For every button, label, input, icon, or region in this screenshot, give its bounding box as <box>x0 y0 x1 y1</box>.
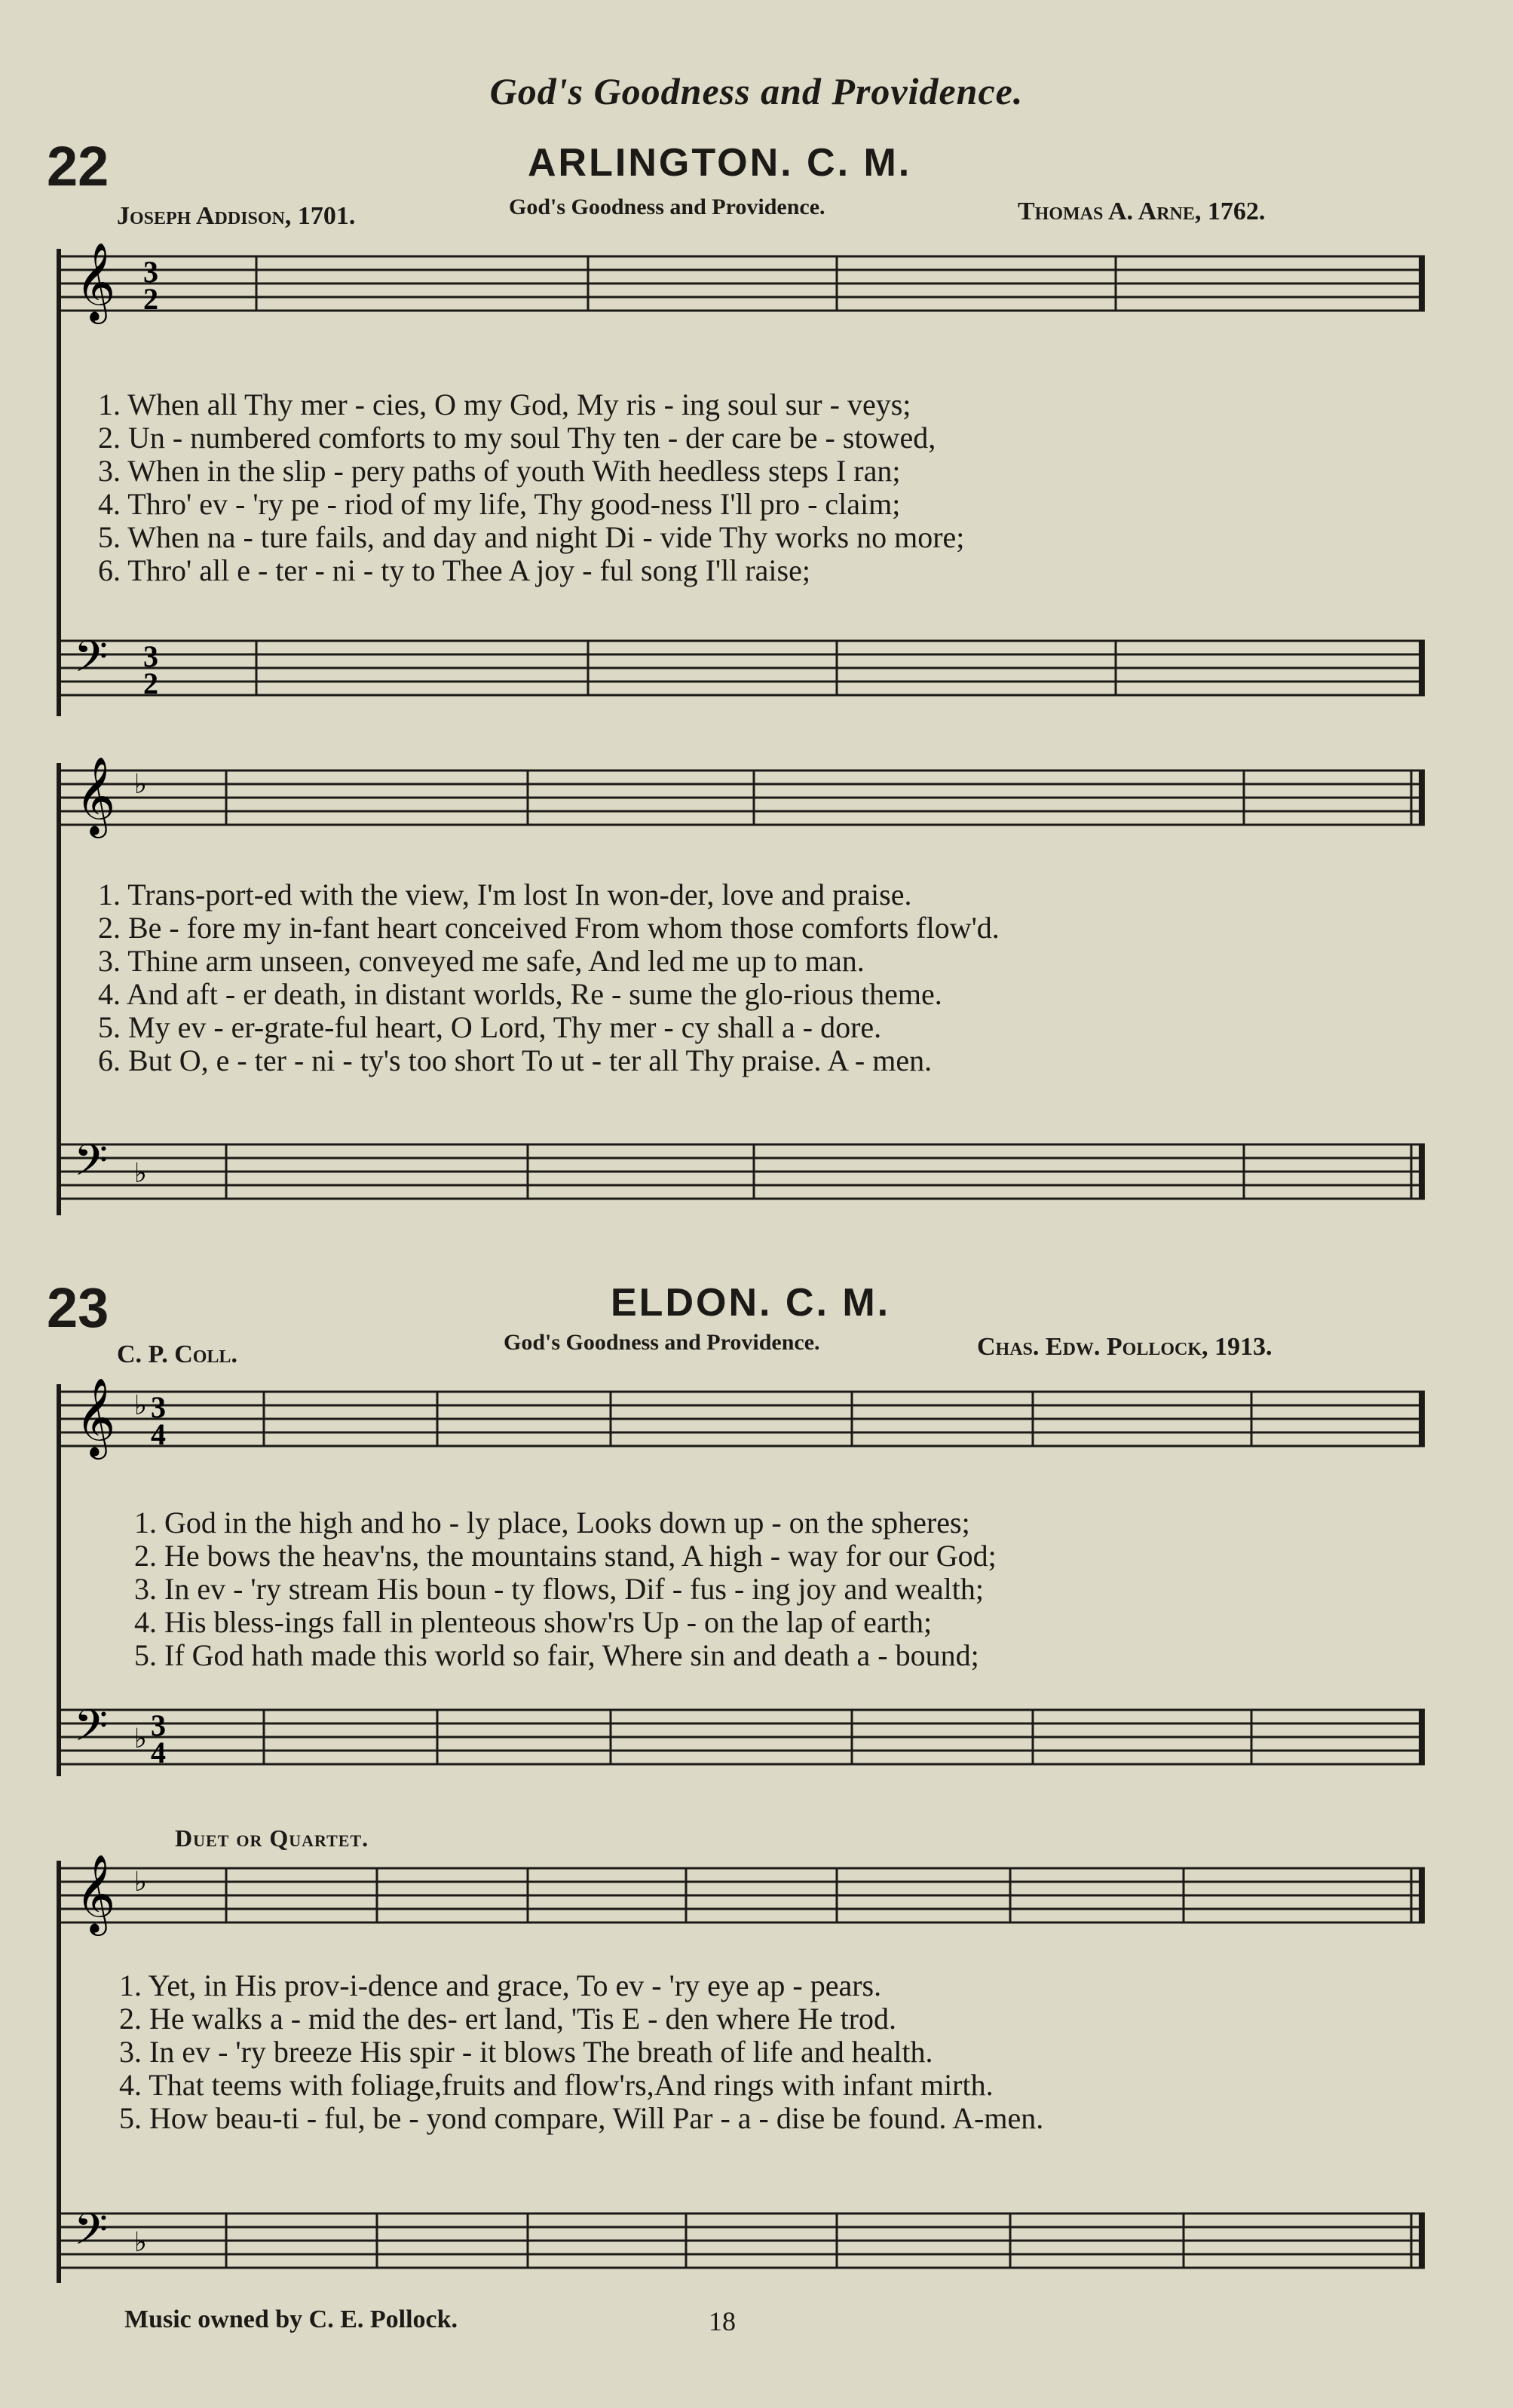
bass-staff <box>60 2204 1425 2274</box>
verse-line: 4. His bless-ings fall in plenteous show'rs Up - on the lap of earth; <box>134 1605 933 1639</box>
composer-credit: Thomas A. Arne, 1762. <box>1018 198 1266 225</box>
svg-text:3: 3 <box>151 1708 166 1742</box>
svg-text:♭: ♭ <box>134 1390 147 1421</box>
svg-text:4: 4 <box>151 1736 166 1769</box>
verse-line: 3. Thine arm unseen, conveyed me safe, And led me up to man. <box>98 944 865 978</box>
svg-text:2: 2 <box>143 282 158 316</box>
composer-credit: Chas. Edw. Pollock, 1913. <box>977 1333 1273 1361</box>
svg-text:𝄞: 𝄞 <box>75 1377 116 1457</box>
verse-line: 1. When all Thy mer - cies, O my God, My ris - ing soul sur - veys; <box>98 388 911 421</box>
svg-text:♭: ♭ <box>134 1158 147 1189</box>
svg-text:♭: ♭ <box>134 1723 147 1754</box>
hymn-number: 22 <box>47 135 109 198</box>
svg-text:𝄢: 𝄢 <box>74 2204 109 2266</box>
verse-line: 5. If God hath made this world so fair, Where sin and death a - bound; <box>134 1638 979 1672</box>
verse-line: 3. When in the slip - pery paths of youth With heedless steps I ran; <box>98 454 901 488</box>
treble-staff <box>60 242 1425 321</box>
subject-line: God's Goodness and Providence. <box>504 1330 820 1355</box>
verse-line: 5. My ev - er-grate-ful heart, O Lord, Thy mer - cy shall a - dore. <box>98 1010 882 1044</box>
verse-line: 2. Un - numbered comforts to my soul Thy ten - der care be - stowed, <box>98 421 936 455</box>
verse-block <box>98 388 964 587</box>
verse-line: 1. Trans-port-ed with the view, I'm lost In won-der, love and praise. <box>98 878 912 911</box>
verse-line: 6. Thro' all e - ter - ni - ty to Thee A joy - ful song I'll raise; <box>98 553 810 587</box>
running-head: God's Goodness and Providence. <box>489 70 1024 112</box>
verse-block <box>134 1506 997 1672</box>
svg-text:𝄢: 𝄢 <box>74 1700 109 1762</box>
hymn-number: 23 <box>47 1276 109 1339</box>
svg-text:♭: ♭ <box>134 1867 147 1898</box>
treble-staff <box>60 756 1425 835</box>
verse-line: 2. Be - fore my in-fant heart conceived From whom those comforts flow'd. <box>98 911 1000 945</box>
svg-text:𝄞: 𝄞 <box>75 756 116 835</box>
svg-text:𝄞: 𝄞 <box>75 1854 116 1933</box>
verse-block <box>119 1969 1043 2135</box>
svg-text:𝄢: 𝄢 <box>74 631 109 693</box>
verse-line: 1. Yet, in His prov-i-dence and grace, To ev - 'ry eye ap - pears. <box>119 1968 882 2002</box>
svg-text:4: 4 <box>151 1417 166 1451</box>
svg-text:𝄞: 𝄞 <box>75 242 116 321</box>
svg-text:3: 3 <box>143 255 158 289</box>
tune-title: ELDON. C. M. <box>611 1281 891 1325</box>
author-credit: C. P. Coll. <box>117 1340 237 1368</box>
section-label: Duet or Quartet. <box>175 1824 369 1852</box>
svg-text:2: 2 <box>143 666 158 700</box>
svg-text:3: 3 <box>143 639 158 673</box>
verse-line: 5. How beau-ti - ful, be - yond compare, Will Par - a - dise be found. A-men. <box>119 2101 1044 2135</box>
verse-line: 3. In ev - 'ry breeze His spir - it blows The breath of life and health. <box>119 2035 933 2069</box>
bass-staff <box>60 1700 1425 1770</box>
verse-line: 4. That teems with foliage,fruits and flow'rs,And rings with infant mirth. <box>119 2068 994 2102</box>
bass-staff <box>60 631 1425 701</box>
verse-line: 2. He bows the heav'ns, the mountains stand, A high - way for our God; <box>134 1539 997 1573</box>
treble-staff <box>60 1854 1425 1933</box>
verse-line: 5. When na - ture fails, and day and night Di - vide Thy works no more; <box>98 520 965 554</box>
page-number: 18 <box>709 2306 736 2336</box>
verse-line: 6. But O, e - ter - ni - ty's too short To ut - ter all Thy praise. A - men. <box>98 1043 933 1077</box>
svg-text:𝄢: 𝄢 <box>74 1135 109 1196</box>
tune-title: ARLINGTON. C. M. <box>528 141 912 185</box>
footer-credit: Music owned by C. E. Pollock. <box>124 2305 458 2333</box>
verse-line: 2. He walks a - mid the des- ert land, 'Tis E - den where He trod. <box>119 2002 897 2036</box>
verse-line: 3. In ev - 'ry stream His boun - ty flows, Dif - fus - ing joy and wealth; <box>134 1572 984 1606</box>
treble-staff <box>60 1377 1425 1457</box>
verse-line: 4. And aft - er death, in distant worlds, Re - sume the glo-rious theme. <box>98 977 942 1011</box>
subject-line: God's Goodness and Providence. <box>509 195 825 219</box>
author-credit: Joseph Addison, 1701. <box>117 202 356 230</box>
svg-text:♭: ♭ <box>134 2227 147 2258</box>
verse-block <box>98 878 1000 1077</box>
svg-text:♭: ♭ <box>134 769 147 800</box>
bass-staff <box>60 1135 1425 1205</box>
verse-line: 4. Thro' ev - 'ry pe - riod of my life, Thy good-ness I'll pro - claim; <box>98 487 901 521</box>
verse-line: 1. God in the high and ho - ly place, Looks down up - on the spheres; <box>134 1506 970 1539</box>
svg-text:3: 3 <box>151 1390 166 1424</box>
